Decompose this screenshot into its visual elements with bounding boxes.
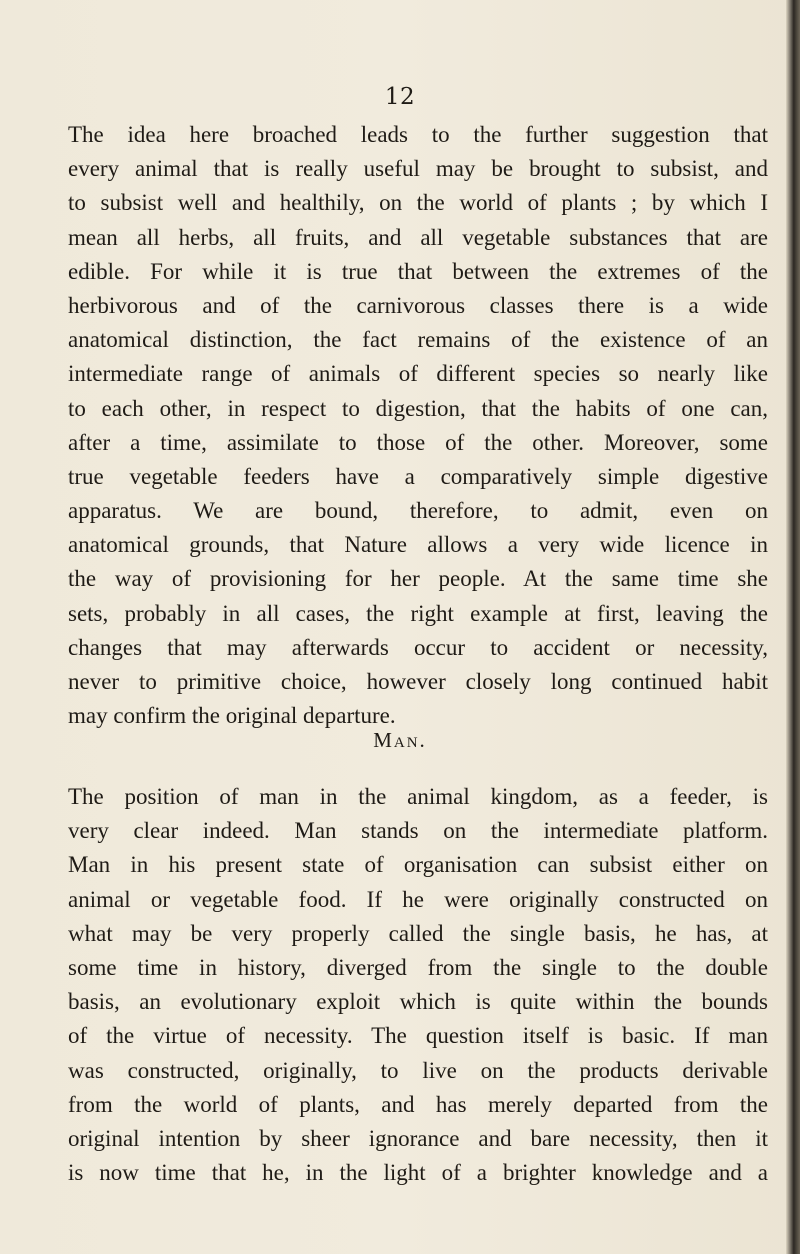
page-edge-shadow [786, 0, 800, 1254]
text-line: sets, probably in all cases, the right example at first, leaving the [68, 600, 768, 626]
text-line: Man in his present state of organisation can subsist either on [68, 852, 768, 878]
text-line: was constructed, originally, to live on the products derivable [68, 1057, 768, 1083]
text-line: after a time, assimilate to those of the other. Moreover, some [68, 429, 768, 455]
text-line: very clear indeed. Man stands on the intermediate platform. [68, 818, 768, 844]
text-line: apparatus. We are bound, therefore, to admit, even on [68, 498, 768, 524]
text-line: is now time that he, in the light of a brighter knowledge and a [68, 1160, 768, 1186]
text-line: true vegetable feeders have a comparatively simple digestive [68, 463, 768, 489]
text-line: some time in history, diverged from the single to the double [68, 954, 768, 980]
text-line: never to primitive choice, however closely long continued habit [68, 669, 768, 694]
text-line: The position of man in the animal kingdom, as a feeder, is [68, 784, 768, 809]
text-line: intermediate range of animals of different species so nearly like [68, 361, 768, 387]
paragraph-1 [68, 118, 768, 733]
section-heading: Man. [373, 728, 427, 752]
text-line: the way of provisioning for her people. At the same time she [68, 566, 768, 592]
page-number: 12 [384, 84, 416, 110]
text-line: of the virtue of necessity. The question itself is basic. If man [68, 1023, 768, 1049]
text-line: herbivorous and of the carnivorous classes there is a wide [68, 292, 768, 318]
text-line: mean all herbs, all fruits, and all vegetable substances that are [68, 224, 768, 250]
text-line: what may be very properly called the single basis, he has, at [68, 920, 768, 946]
text-line: from the world of plants, and has merely departed from the [68, 1091, 768, 1117]
text-line: to each other, in respect to digestion, that the habits of one can, [68, 395, 768, 421]
paragraph-2 [68, 780, 768, 1190]
text-line: edible. For while it is true that between the extremes of the [68, 258, 768, 284]
text-line: every animal that is really useful may be brought to subsist, and [68, 156, 768, 182]
text-line: anatomical distinction, the fact remains of the existence of an [68, 327, 768, 353]
text-line: original intention by sheer ignorance and bare necessity, then it [68, 1125, 768, 1151]
text-line: changes that may afterwards occur to accident or necessity, [68, 634, 768, 660]
text-line: animal or vegetable food. If he were originally constructed on [68, 886, 768, 912]
text-line: basis, an evolutionary exploit which is quite within the bounds [68, 989, 768, 1015]
text-line: The idea here broached leads to the further suggestion that [68, 122, 768, 147]
text-line: to subsist well and healthily, on the world of plants ; by which I [68, 190, 768, 216]
text-line: anatomical grounds, that Nature allows a very wide licence in [68, 532, 768, 558]
text-line: may confirm the original departure. [68, 703, 396, 729]
